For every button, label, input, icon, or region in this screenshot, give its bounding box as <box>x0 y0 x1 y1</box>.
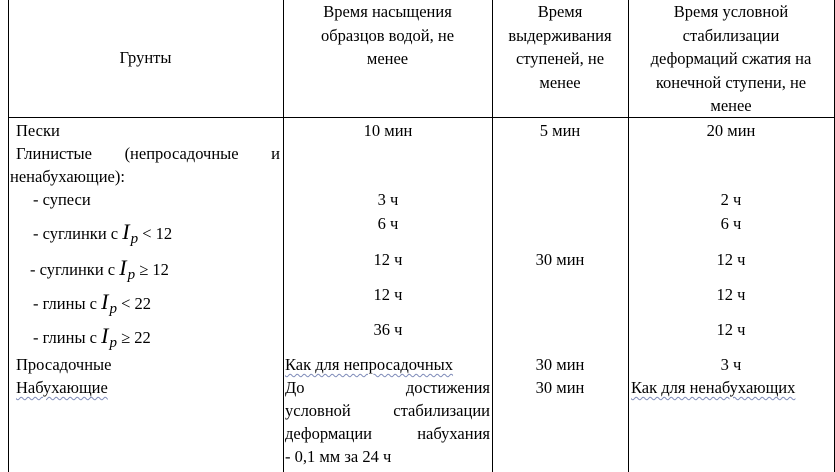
stabilization-value: 12 ч <box>716 285 746 304</box>
saturation-value-cont: условной стабилизации <box>285 401 490 420</box>
soil-label: - суглинки с $I_p \ge 12$ <box>30 255 169 283</box>
stabilization-value: Как для ненабухающих <box>631 378 796 397</box>
soil-label: - супеси <box>33 190 91 209</box>
soil-group-heading: Глинистые (непросадочные и <box>16 144 280 163</box>
soil-label: Просадочные <box>16 355 112 374</box>
stabilization-value: 3 ч <box>720 355 742 374</box>
stabilization-value: 20 мин <box>706 121 756 140</box>
hold-value: 30 мин <box>535 378 585 397</box>
header-hold-time: Время выдерживания ступеней, не менее <box>508 2 612 92</box>
hold-value: 30 мин <box>535 250 585 269</box>
stabilization-value: 12 ч <box>716 250 746 269</box>
saturation-value: 12 ч <box>373 250 403 269</box>
saturation-value: 3 ч <box>377 190 399 209</box>
saturation-value: 10 мин <box>363 121 413 140</box>
soil-label: Набухающие <box>16 378 108 397</box>
stabilization-value: 2 ч <box>720 190 742 209</box>
saturation-value: 12 ч <box>373 285 403 304</box>
hold-value: 5 мин <box>539 121 581 140</box>
table-border-left <box>8 0 9 472</box>
header-saturation-time: Время насыщения образцов водой, не менее <box>320 2 455 68</box>
stabilization-value: 12 ч <box>716 320 746 339</box>
soil-label: - глины с $I_p \ge 22$ <box>33 323 151 351</box>
saturation-value: 36 ч <box>373 320 403 339</box>
plasticity-index-symbol: $I_p$ <box>122 219 139 247</box>
column-divider <box>283 0 284 472</box>
saturation-value: Как для непросадочных <box>285 355 454 374</box>
soil-label: - суглинки с $I_p < 12$ <box>33 219 173 247</box>
header-soils: Грунты <box>119 48 172 67</box>
saturation-value: До достижения <box>285 378 490 397</box>
hold-value: 30 мин <box>535 355 585 374</box>
saturation-value-cont: - 0,1 мм за 24 ч <box>285 447 392 466</box>
stabilization-value: 6 ч <box>720 214 742 233</box>
header-stabilization-time: Время условной стабилизации деформаций сжатия на конечной ступени, не менее <box>650 2 812 115</box>
soil-group-heading-cont: ненабухающие): <box>10 167 125 186</box>
plasticity-index-symbol: $I_p$ <box>101 289 117 317</box>
saturation-value: 6 ч <box>377 214 399 233</box>
plasticity-index-symbol: $I_p$ <box>119 255 136 283</box>
saturation-value-cont: деформации набухания <box>285 424 490 443</box>
plasticity-index-symbol: $I_p$ <box>101 323 117 351</box>
soil-label: - глины с $I_p < 22$ <box>33 289 151 317</box>
soil-label: Пески <box>16 121 60 140</box>
